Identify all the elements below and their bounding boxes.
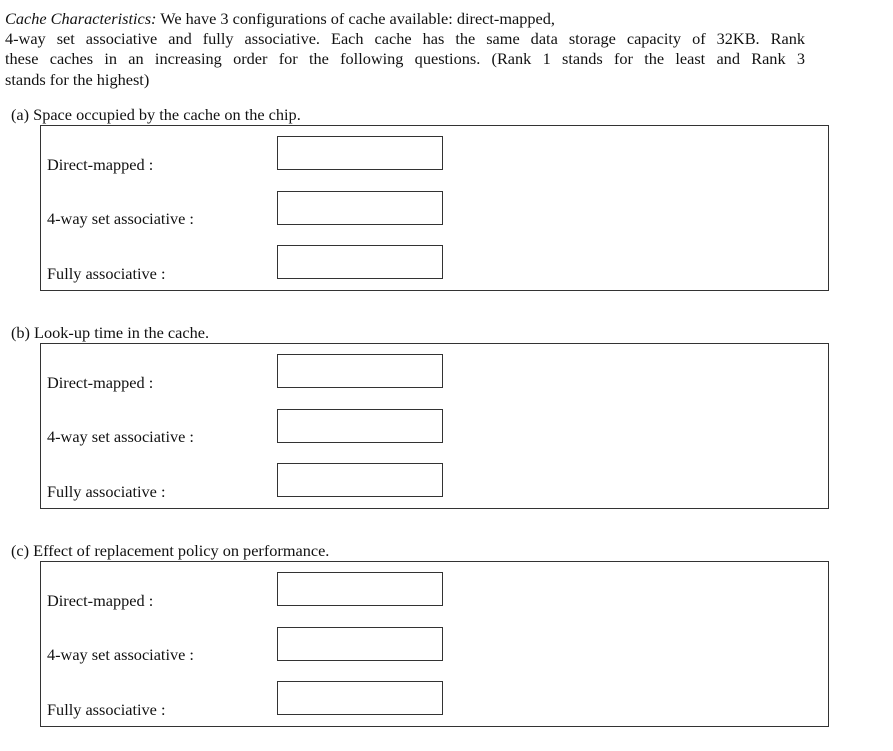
- question-c-title: (c) Effect of replacement policy on performance.: [11, 541, 330, 560]
- intro-line-4: stands for the highest): [5, 69, 150, 89]
- intro-line-3: these caches in an increasing order for the following questions. (Rank 1 stands for the least and Rank 3: [5, 49, 805, 69]
- intro-paragraph: [5, 9, 805, 90]
- question-b-direct-mapped-label: Direct-mapped :: [47, 373, 154, 392]
- question-a-4-way-label: 4-way set associative :: [47, 209, 194, 228]
- question-c-4-way-label: 4-way set associative :: [47, 645, 194, 664]
- intro-line-1: [5, 9, 805, 29]
- question-b-title: (b) Look-up time in the cache.: [11, 323, 210, 342]
- question-a-4-way-input[interactable]: [277, 191, 443, 225]
- question-b-direct-mapped-input[interactable]: [277, 354, 443, 388]
- question-b-fully-associative-input[interactable]: [277, 463, 443, 497]
- question-b-box: [40, 343, 829, 509]
- question-a-direct-mapped-label: Direct-mapped :: [47, 155, 154, 174]
- question-a-box: [40, 125, 829, 291]
- question-b-4-way-label: 4-way set associative :: [47, 427, 194, 446]
- question-c-direct-mapped-input[interactable]: [277, 572, 443, 606]
- intro-line-1-text: We have 3 configurations of cache available: direct-mapped,: [156, 9, 555, 28]
- question-a-direct-mapped-input[interactable]: [277, 136, 443, 170]
- question-c-direct-mapped-label: Direct-mapped :: [47, 591, 154, 610]
- question-a-fully-associative-input[interactable]: [277, 245, 443, 279]
- question-b-4-way-input[interactable]: [277, 409, 443, 443]
- question-c-4-way-input[interactable]: [277, 627, 443, 661]
- question-c-box: [40, 561, 829, 727]
- question-b-fully-associative-label: Fully associative :: [47, 482, 166, 501]
- question-a-fully-associative-label: Fully associative :: [47, 264, 166, 283]
- question-c-fully-associative-label: Fully associative :: [47, 700, 166, 719]
- intro-lead: Cache Characteristics:: [5, 9, 157, 28]
- question-c-fully-associative-input[interactable]: [277, 681, 443, 715]
- intro-line-2: 4-way set associative and fully associative. Each cache has the same data storage capacity of 32KB. Rank: [5, 29, 805, 49]
- question-a-title: (a) Space occupied by the cache on the chip.: [11, 105, 301, 124]
